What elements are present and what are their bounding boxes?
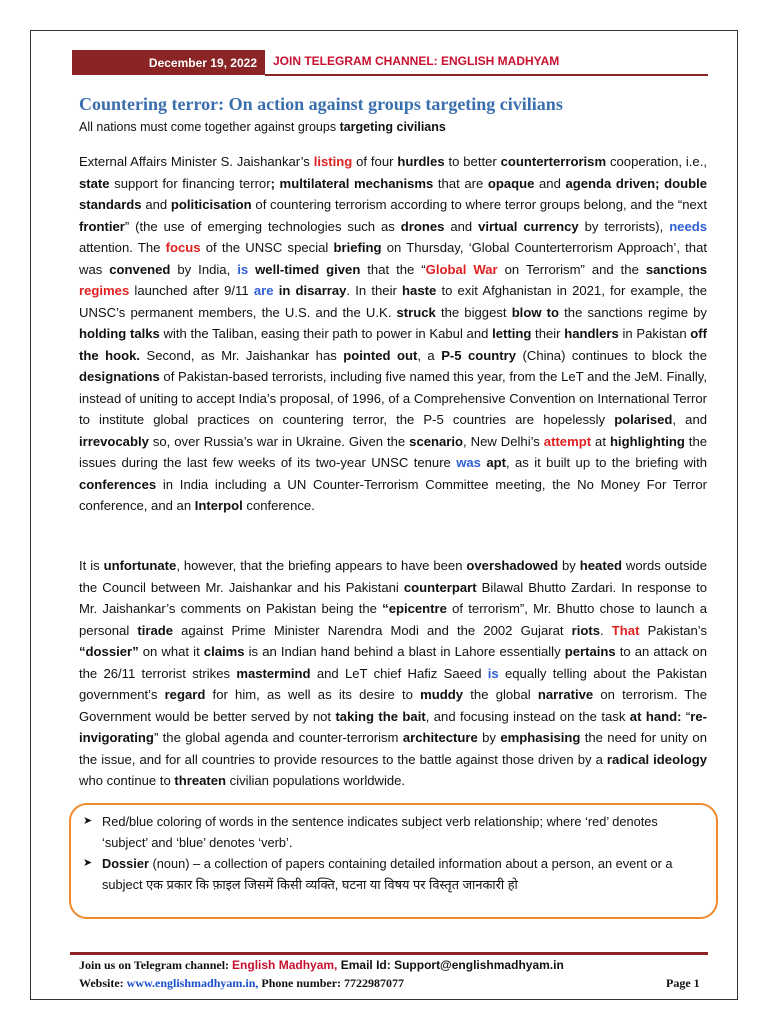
subject-word: focus [165,240,201,255]
subject-word: listing [313,154,353,169]
paragraph-1: External Affairs Minister S. Jaishankar’s listing of four hurdles to better counterterrorism cooperation, i.e., state support for financing terror; multilateral mechanisms that are opaque and agenda driven; double standards and politicisation of countering terrorism according to where terror groups belong, and the “next frontier” (the use of emerging technologies such as drones and virtual currency by terrorists), needs attention. The focus of the UNSC special briefing on Thursday, ‘Global Counterterrorism Approach’, that was convened by India, is well-timed given that the “Global War on Terrorism” and the sanctions regimes launched after 9/11 are in disarray. In their haste to exit Afghanistan in 2021, for example, the UNSC’s permanent members, the U.S. and the U.K. struck the biggest blow to the sanctions regime by holding talks with the Taliban, easing their path to power in Kabul and letting their handlers in Pakistan off the hook. Second, as Mr. Jaishankar has pointed out, a P-5 country (China) continues to block the designations of Pakistan-based terrorists, including five named this year, from the LeT and the JeM. Finally, instead of uniting to accept India’s proposal, of 1996, of a Comprehensive Convention on International Terror to institute global practices on countering terror, the P-5 countries are hopelessly polarised, and irrevocably so, over Russia’s war in Ukraine. Given the scenario, New Delhi’s attempt at highlighting the issues during the last few weeks of its two-year UNSC tenure was apt, as it built up to the briefing with conferences in India including a UN Counter-Terrorism Committee meeting, the No Money For Terror conference, and an Interpol conference. [79,154,708,513]
key-word: Interpol [194,498,243,513]
key-word: handlers [564,326,619,341]
key-word: convened [109,261,171,277]
subtitle-bold: targeting civilians [339,120,446,134]
key-word: multilateral mechanisms [279,175,434,191]
header [72,46,708,74]
key-word: at hand: [629,708,682,724]
verb-word: was [456,455,481,470]
key-word: tirade [137,622,174,638]
key-word: state [79,175,110,191]
subject-word: regimes [79,283,130,298]
subject-word: Global War [425,261,498,277]
subtitle-text: All nations must come together against groups [79,120,340,134]
verb-word: needs [669,218,708,234]
footer-divider [70,952,708,955]
key-word: haste [402,283,437,298]
key-word: riots [571,622,601,638]
notes-box [69,803,718,919]
telegram-banner[interactable]: JOIN TELEGRAM CHANNEL: ENGLISH MADHYAM [273,54,560,68]
note-dossier [84,853,704,895]
article-subtitle [79,120,446,134]
arrow-bullet-icon: ➤ [83,815,93,827]
key-word: P-5 country [441,347,517,363]
website-link[interactable]: www.englishmadhyam.in, [126,976,259,990]
footer-join-label: Join us on Telegram channel: [79,958,233,972]
key-word: muddy [420,687,464,702]
key-word: “dossier” [79,644,139,659]
key-word: in disarray [278,283,347,298]
header-divider [265,74,708,76]
note-2-definition: (noun) – a collection of papers containing detailed information about a person, an event or a subject एक प्रकार कि फ़ाइल जिसमें किसी व्यक्ति, घटना या विषय पर विस्तृत जानकारी हो [102,856,673,892]
subject-word: attempt [543,433,592,449]
key-word: sanctions [645,261,707,277]
key-word: virtual currency [478,218,579,234]
footer-website [79,976,404,991]
key-word: politicisation [170,197,252,212]
key-word: emphasising [500,730,581,745]
paragraph-2: It is unfortunate, however, that the briefing appears to have been overshadowed by heated words outside the Council between Mr. Jaishankar and his Pakistani counterpart Bilawal Bhutto Zardari. In response to Mr. Jaishankar’s comments on Pakistan being the “epicentre of terrorism”, Mr. Bhutto chose to launch a personal tirade against Prime Minister Narendra Modi and the 2002 Gujarat riots. That Pakistan’s “dossier” on what it claims is an Indian hand behind a blast in Lahore essentially pertains to an attack on the 26/11 terrorist strikes mastermind and LeT chief Hafiz Saeed is equally telling about the Pakistan government’s regard for him, as well as its desire to muddy the global narrative on terrorism. The Government would be better served by not taking the bait, and focusing instead on the task at hand: “re-invigorating” the global agenda and counter-terrorism architecture by emphasising the need for unity on the issue, and for all countries to provide resources to the battle against those driven by a radical ideology who continue to threaten civilian populations worldwide. [79,558,708,788]
key-word: counterpart [403,579,477,595]
key-word: narrative [537,687,594,702]
key-word: apt [486,455,506,470]
key-word: frontier [79,218,125,234]
key-word: ; [270,175,275,191]
key-word: pointed out [343,347,418,363]
note-2-text [84,853,704,895]
key-word: opaque [487,175,535,191]
footer-email[interactable]: Email Id: Support@englishmadhyam.in [337,958,564,972]
key-word: threaten [174,773,227,788]
key-word: well-timed given [255,261,361,277]
key-word: re-invigorating [79,708,707,745]
article-title: Countering terror: On action against groups targeting civilians [79,94,563,114]
verb-word: are [253,283,274,298]
key-word: holding talks [79,326,160,341]
key-word: taking the bait [335,708,426,724]
key-word: architecture [402,730,478,745]
key-word: “epicentre [382,601,447,616]
footer-website-label: Website: [79,976,127,990]
key-word: designations [79,369,160,384]
footer-phone: Phone number: 7722987077 [258,976,405,990]
key-word: regard [164,687,206,702]
key-word: irrevocably [79,433,149,449]
key-word: unfortunate [103,558,177,573]
key-word: scenario [409,433,464,449]
note-2-term: Dossier [102,856,149,871]
verb-word: is [237,261,249,277]
key-word: radical ideology [606,751,707,767]
key-word: off the hook. [79,326,708,363]
key-word: highlighting [609,433,685,449]
footer-contact [79,958,564,973]
page-number: Page 1 [666,976,700,990]
note-subject-verb [84,811,664,853]
key-word: hurdles [397,154,445,169]
key-word: claims [203,644,245,659]
subject-word: That [611,622,640,638]
key-word: briefing [333,240,382,255]
key-word: overshadowed [466,558,559,573]
note-1-text: Red/blue coloring of words in the sentence indicates subject verb relationship; where ‘red’ denotes ‘subject’ and ‘blue’ denotes ‘verb’. [102,814,658,850]
arrow-bullet-icon: ➤ [83,857,93,869]
key-word: mastermind [236,665,311,681]
date-badge: December 19, 2022 [72,50,265,75]
key-word: blow to [511,304,560,320]
key-word: conferences [79,476,157,492]
key-word: agenda driven; double standards [79,175,708,212]
key-word: heated [579,558,622,573]
footer-channel-link[interactable]: English Madhyam, [232,958,338,972]
key-word: pertains [564,644,616,659]
key-word: letting [492,326,532,341]
key-word: struck [396,304,436,320]
verb-word: is [487,665,499,681]
key-word: counterterrorism [500,154,607,169]
key-word: drones [400,218,445,234]
key-word: polarised [614,412,673,427]
